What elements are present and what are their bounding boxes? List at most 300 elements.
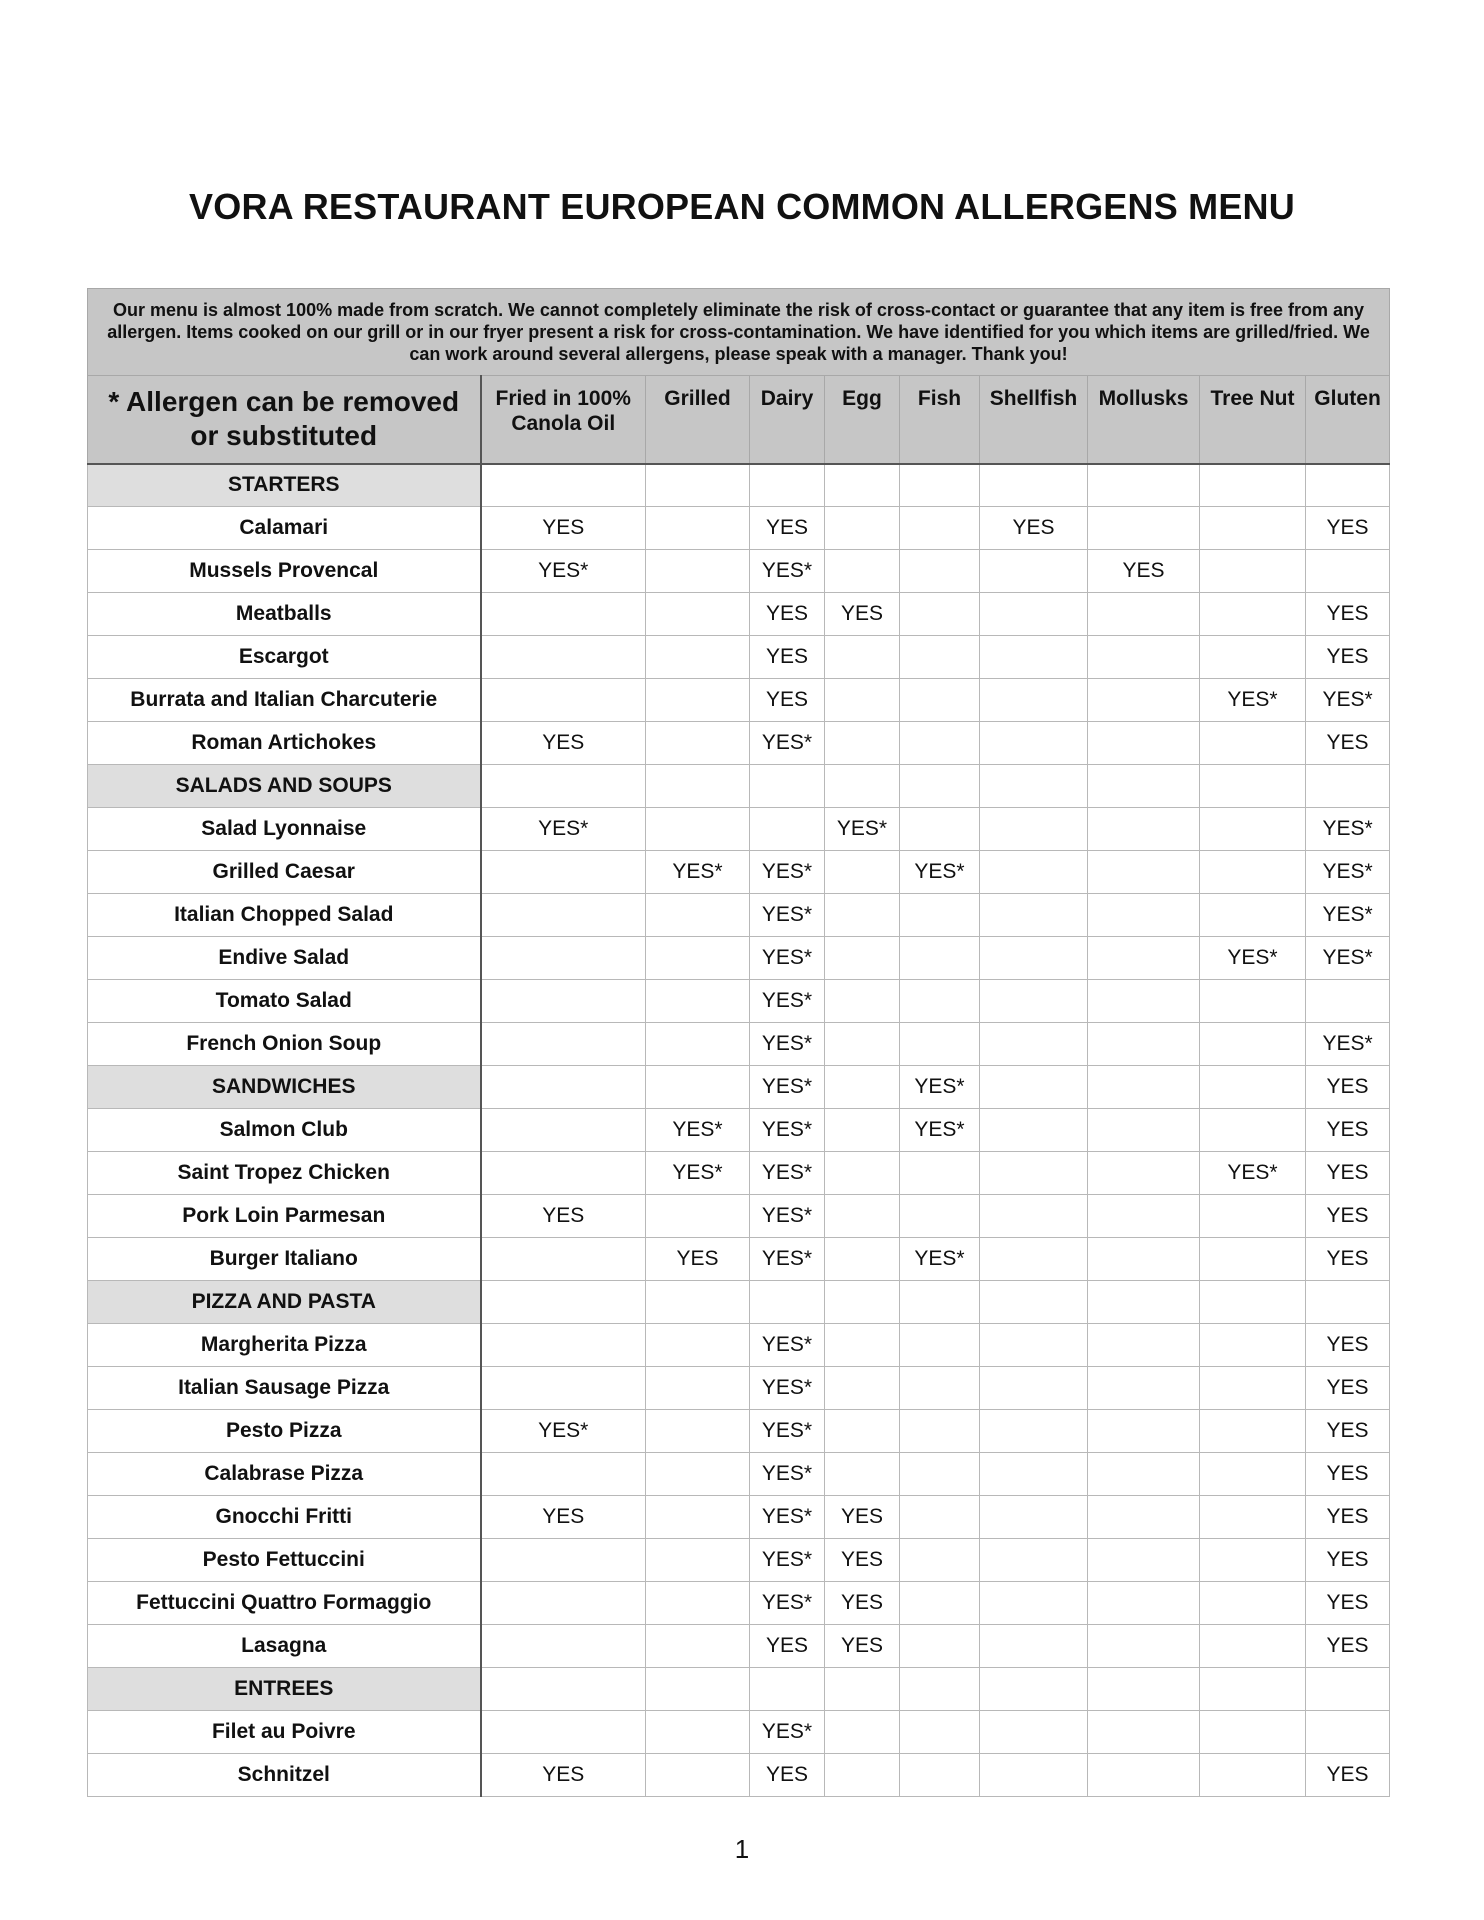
allergen-cell [1306, 765, 1390, 808]
allergen-cell [900, 1023, 980, 1066]
allergen-cell [646, 1711, 750, 1754]
table-row [88, 1023, 1390, 1066]
allergen-cell: YES [750, 679, 825, 722]
column-header [481, 376, 646, 464]
table-row [88, 507, 1390, 550]
allergen-cell [1200, 1324, 1306, 1367]
allergen-cell: YES [1306, 1152, 1390, 1195]
allergen-cell [1088, 464, 1200, 507]
allergen-cell [825, 1367, 900, 1410]
allergen-cell: YES [750, 636, 825, 679]
allergen-cell: YES [825, 1496, 900, 1539]
menu-item-name: Meatballs [88, 593, 481, 636]
section-name: ENTREES [88, 1668, 481, 1711]
allergen-cell [825, 550, 900, 593]
allergen-cell [646, 550, 750, 593]
table-row [88, 1238, 1390, 1281]
column-header-line-1: Fish [917, 387, 962, 410]
menu-item-name: Grilled Caesar [88, 851, 481, 894]
allergen-cell [1200, 1539, 1306, 1582]
allergen-cell: YES* [750, 1195, 825, 1238]
legend-header [88, 376, 481, 464]
allergen-cell [1306, 1668, 1390, 1711]
allergen-cell [1088, 1711, 1200, 1754]
menu-item-name: Burrata and Italian Charcuterie [88, 679, 481, 722]
allergen-cell [646, 894, 750, 937]
allergen-cell: YES* [750, 1711, 825, 1754]
allergen-cell [980, 1539, 1088, 1582]
allergen-cell [900, 1754, 980, 1797]
allergen-cell [900, 636, 980, 679]
allergen-cell [900, 765, 980, 808]
allergen-cell [1200, 1066, 1306, 1109]
allergen-cell [980, 636, 1088, 679]
allergen-cell [1088, 980, 1200, 1023]
allergen-cell: YES [1306, 1496, 1390, 1539]
menu-item-name: Pesto Fettuccini [88, 1539, 481, 1582]
allergen-cell: YES [1306, 1453, 1390, 1496]
menu-item-name: Tomato Salad [88, 980, 481, 1023]
table-row [88, 851, 1390, 894]
menu-item-name: Salad Lyonnaise [88, 808, 481, 851]
allergen-cell [750, 1281, 825, 1324]
allergen-cell: YES* [750, 1324, 825, 1367]
column-header-line-1: Mollusks [1098, 387, 1189, 410]
table-row [88, 550, 1390, 593]
allergen-notice: Our menu is almost 100% made from scratch. We cannot completely eliminate the risk of cross-contact or guarantee that any item is free from any allergen. Items cooked on our grill or in our fryer present a risk for cross-contamination. We have identified for you which items are grilled/fried. We can work around several allergens, please speak with a manager. Thank you! [88, 289, 1390, 376]
table-row [88, 593, 1390, 636]
allergen-cell [980, 1668, 1088, 1711]
legend-line-2: or substituted [190, 420, 378, 452]
allergen-cell: YES [1306, 1539, 1390, 1582]
allergen-cell: YES* [646, 851, 750, 894]
allergen-cell [646, 636, 750, 679]
allergen-cell: YES [825, 1539, 900, 1582]
menu-item-name: Mussels Provencal [88, 550, 481, 593]
allergen-cell [1200, 1367, 1306, 1410]
allergen-cell [1088, 851, 1200, 894]
allergen-cell [825, 1281, 900, 1324]
column-header [1200, 376, 1306, 464]
allergen-cell: YES [1306, 722, 1390, 765]
allergen-cell [1200, 851, 1306, 894]
allergen-cell [646, 1625, 750, 1668]
allergen-cell [825, 1152, 900, 1195]
table-row [88, 937, 1390, 980]
allergen-cell [1200, 1582, 1306, 1625]
allergen-cell: YES [481, 1496, 646, 1539]
allergen-cell [481, 1109, 646, 1152]
allergen-cell: YES [1306, 1324, 1390, 1367]
allergen-cell: YES [1306, 636, 1390, 679]
allergen-cell: YES [481, 1195, 646, 1238]
allergen-cell [825, 1324, 900, 1367]
column-header-line-1: Tree Nut [1210, 387, 1295, 410]
allergen-cell [825, 765, 900, 808]
allergen-cell [900, 722, 980, 765]
allergen-cell [900, 1539, 980, 1582]
menu-item-name: Margherita Pizza [88, 1324, 481, 1367]
allergen-cell [825, 464, 900, 507]
allergen-cell: YES [750, 1754, 825, 1797]
allergen-cell [1200, 1625, 1306, 1668]
allergen-cell [646, 1754, 750, 1797]
allergen-cell: YES [750, 507, 825, 550]
allergen-cell: YES [750, 1625, 825, 1668]
allergen-cell [980, 1238, 1088, 1281]
allergen-cell [825, 722, 900, 765]
allergen-cell: YES* [825, 808, 900, 851]
allergen-cell [900, 1195, 980, 1238]
column-header [980, 376, 1088, 464]
allergen-cell [646, 593, 750, 636]
allergen-cell [481, 1238, 646, 1281]
section-name: SALADS AND SOUPS [88, 765, 481, 808]
allergen-cell [1306, 980, 1390, 1023]
allergen-cell: YES [481, 722, 646, 765]
allergen-cell [481, 1453, 646, 1496]
allergen-cell [481, 1367, 646, 1410]
allergen-cell [980, 1152, 1088, 1195]
allergen-cell [825, 1023, 900, 1066]
allergen-cell [1200, 1410, 1306, 1453]
allergen-cell [825, 1238, 900, 1281]
allergen-cell [1088, 1539, 1200, 1582]
allergen-cell [481, 894, 646, 937]
allergen-cell [825, 1410, 900, 1453]
allergen-cell: YES [1306, 507, 1390, 550]
allergen-cell [900, 808, 980, 851]
allergen-cell: YES [481, 1754, 646, 1797]
allergen-cell [1088, 1281, 1200, 1324]
table-row [88, 722, 1390, 765]
allergen-cell [900, 1324, 980, 1367]
allergen-table [87, 288, 1390, 1797]
allergen-cell [900, 507, 980, 550]
allergen-cell [900, 937, 980, 980]
allergen-cell [1088, 1453, 1200, 1496]
allergen-cell [1088, 1152, 1200, 1195]
allergen-cell [1088, 1625, 1200, 1668]
allergen-cell [1200, 1238, 1306, 1281]
allergen-cell: YES* [750, 1539, 825, 1582]
allergen-cell [1200, 980, 1306, 1023]
allergen-cell [481, 1066, 646, 1109]
column-header-line-1: Grilled [664, 387, 731, 410]
allergen-cell [980, 894, 1088, 937]
allergen-cell [900, 894, 980, 937]
allergen-cell [1088, 1367, 1200, 1410]
allergen-cell: YES* [1306, 679, 1390, 722]
allergen-cell [1088, 765, 1200, 808]
allergen-cell [1088, 1109, 1200, 1152]
allergen-cell [980, 1754, 1088, 1797]
allergen-cell: YES [825, 593, 900, 636]
allergen-cell [481, 765, 646, 808]
allergen-cell [1306, 1281, 1390, 1324]
menu-item-name: Roman Artichokes [88, 722, 481, 765]
menu-item-name: Pesto Pizza [88, 1410, 481, 1453]
page-number: 1 [734, 1834, 750, 1864]
allergen-cell [900, 1582, 980, 1625]
allergen-cell: YES* [1200, 679, 1306, 722]
table-row [88, 894, 1390, 937]
notice-row [88, 289, 1390, 376]
menu-item-name: Italian Chopped Salad [88, 894, 481, 937]
allergen-cell: YES* [750, 1152, 825, 1195]
allergen-cell [646, 464, 750, 507]
allergen-cell [980, 1324, 1088, 1367]
menu-item-name: Schnitzel [88, 1754, 481, 1797]
allergen-cell: YES* [1306, 937, 1390, 980]
allergen-cell [1088, 679, 1200, 722]
allergen-cell [1200, 1281, 1306, 1324]
allergen-cell: YES* [1306, 808, 1390, 851]
menu-item-name: Burger Italiano [88, 1238, 481, 1281]
allergen-cell: YES* [1200, 937, 1306, 980]
menu-item-name: Italian Sausage Pizza [88, 1367, 481, 1410]
table-row [88, 1496, 1390, 1539]
menu-item-name: Escargot [88, 636, 481, 679]
allergen-cell [825, 851, 900, 894]
table-row [88, 1324, 1390, 1367]
allergen-cell: YES [1306, 593, 1390, 636]
allergen-cell: YES* [900, 1066, 980, 1109]
section-row [88, 464, 1390, 507]
allergen-cell [900, 1152, 980, 1195]
allergen-cell [481, 1152, 646, 1195]
allergen-cell: YES [1306, 1195, 1390, 1238]
menu-item-name: Endive Salad [88, 937, 481, 980]
allergen-cell [646, 1496, 750, 1539]
allergen-cell [825, 894, 900, 937]
allergen-cell [646, 1410, 750, 1453]
allergen-cell [825, 1754, 900, 1797]
allergen-cell [481, 980, 646, 1023]
table-row [88, 636, 1390, 679]
allergen-cell [1088, 636, 1200, 679]
allergen-cell: YES* [750, 1410, 825, 1453]
table-row [88, 1625, 1390, 1668]
allergen-cell [1088, 1496, 1200, 1539]
allergen-cell [646, 1539, 750, 1582]
allergen-cell: YES [980, 507, 1088, 550]
column-header-line-1: Shellfish [989, 387, 1078, 410]
allergen-cell [980, 1582, 1088, 1625]
allergen-cell [750, 765, 825, 808]
allergen-cell: YES* [750, 1023, 825, 1066]
allergen-cell [980, 1625, 1088, 1668]
section-row [88, 1668, 1390, 1711]
allergen-cell [825, 1195, 900, 1238]
menu-item-name: Lasagna [88, 1625, 481, 1668]
allergen-cell [1088, 1066, 1200, 1109]
allergen-cell [481, 937, 646, 980]
allergen-cell [900, 1453, 980, 1496]
allergen-cell [1200, 550, 1306, 593]
allergen-cell [1200, 1711, 1306, 1754]
allergen-cell [1200, 507, 1306, 550]
column-header [1088, 376, 1200, 464]
allergen-cell [481, 1324, 646, 1367]
allergen-cell: YES [1306, 1625, 1390, 1668]
allergen-cell [1088, 1754, 1200, 1797]
allergen-cell [481, 636, 646, 679]
allergen-cell: YES [1306, 1582, 1390, 1625]
allergen-cell [481, 1023, 646, 1066]
allergen-cell: YES [825, 1625, 900, 1668]
allergen-cell [1200, 765, 1306, 808]
allergen-cell [1088, 1668, 1200, 1711]
menu-item-name: Calabrase Pizza [88, 1453, 481, 1496]
allergen-cell: YES* [646, 1109, 750, 1152]
menu-item-name: Saint Tropez Chicken [88, 1152, 481, 1195]
allergen-cell [1088, 894, 1200, 937]
allergen-cell: YES* [750, 1238, 825, 1281]
allergen-cell [900, 1668, 980, 1711]
allergen-cell [980, 464, 1088, 507]
allergen-cell [980, 1066, 1088, 1109]
allergen-cell: YES* [1306, 851, 1390, 894]
allergen-cell [481, 1539, 646, 1582]
allergen-cell [980, 679, 1088, 722]
allergen-cell: YES* [750, 550, 825, 593]
allergen-cell [1088, 808, 1200, 851]
table-row [88, 1195, 1390, 1238]
allergen-cell [1088, 1410, 1200, 1453]
allergen-cell [1088, 937, 1200, 980]
column-header [646, 376, 750, 464]
allergen-cell [900, 464, 980, 507]
allergen-cell [481, 1582, 646, 1625]
allergen-cell [481, 593, 646, 636]
allergen-cell [481, 679, 646, 722]
menu-item-name: Fettuccini Quattro Formaggio [88, 1582, 481, 1625]
allergen-cell [1088, 1238, 1200, 1281]
allergen-cell [1200, 1668, 1306, 1711]
allergen-cell: YES [750, 593, 825, 636]
allergen-cell [1200, 808, 1306, 851]
allergen-cell [900, 550, 980, 593]
allergen-cell [900, 980, 980, 1023]
allergen-cell [1200, 593, 1306, 636]
allergen-cell [1200, 894, 1306, 937]
table-row [88, 1367, 1390, 1410]
allergen-cell [646, 808, 750, 851]
allergen-cell [646, 1582, 750, 1625]
allergen-cell [1306, 1711, 1390, 1754]
allergen-cell [750, 808, 825, 851]
menu-item-name: Gnocchi Fritti [88, 1496, 481, 1539]
table-body [88, 464, 1390, 1797]
allergen-cell [646, 765, 750, 808]
menu-item-name: Filet au Poivre [88, 1711, 481, 1754]
section-name: STARTERS [88, 464, 481, 507]
allergen-cell: YES* [481, 550, 646, 593]
column-header [825, 376, 900, 464]
column-header-line-2: Canola Oil [511, 412, 616, 435]
allergen-cell [1306, 464, 1390, 507]
allergen-cell [980, 1453, 1088, 1496]
allergen-cell [1200, 722, 1306, 765]
allergen-cell [825, 1668, 900, 1711]
allergen-cell [1200, 1109, 1306, 1152]
allergen-cell [980, 980, 1088, 1023]
allergen-cell: YES [1306, 1109, 1390, 1152]
allergen-cell [1088, 1023, 1200, 1066]
allergen-cell [646, 937, 750, 980]
allergen-cell [980, 550, 1088, 593]
allergen-cell: YES [646, 1238, 750, 1281]
legend-line-1: * Allergen can be removed [108, 386, 460, 418]
allergen-cell [481, 1668, 646, 1711]
column-header-line-1: Dairy [760, 387, 814, 410]
allergen-cell [646, 1367, 750, 1410]
column-header [750, 376, 825, 464]
table-row [88, 1582, 1390, 1625]
allergen-cell [646, 1195, 750, 1238]
table-row [88, 1453, 1390, 1496]
allergen-cell [481, 464, 646, 507]
allergen-cell [980, 1109, 1088, 1152]
allergen-cell: YES* [750, 1367, 825, 1410]
allergen-cell: YES* [900, 851, 980, 894]
column-header [900, 376, 980, 464]
allergen-cell [980, 1195, 1088, 1238]
allergen-cell [646, 1668, 750, 1711]
allergen-cell [481, 1281, 646, 1324]
allergen-cell [825, 1109, 900, 1152]
column-header-line-1: Egg [842, 387, 882, 410]
allergen-cell: YES* [750, 1496, 825, 1539]
allergen-cell: YES* [481, 1410, 646, 1453]
allergen-cell: YES* [750, 1582, 825, 1625]
allergen-cell [980, 593, 1088, 636]
page-title: VORA RESTAURANT EUROPEAN COMMON ALLERGENS MENU [189, 186, 1295, 227]
allergen-cell: YES* [481, 808, 646, 851]
table-row [88, 1410, 1390, 1453]
allergen-cell: YES [1306, 1410, 1390, 1453]
table-row [88, 679, 1390, 722]
column-header [1306, 376, 1390, 464]
allergen-cell: YES* [900, 1109, 980, 1152]
section-row [88, 1066, 1390, 1109]
allergen-cell: YES [481, 507, 646, 550]
column-header-line-1: Fried in 100% [495, 387, 631, 410]
column-header-row [88, 376, 1390, 464]
allergen-cell: YES* [750, 851, 825, 894]
allergen-cell: YES* [750, 1109, 825, 1152]
allergen-cell [900, 1367, 980, 1410]
allergen-cell: YES* [900, 1238, 980, 1281]
allergen-cell: YES* [750, 1453, 825, 1496]
allergen-cell [1200, 1453, 1306, 1496]
table-row [88, 980, 1390, 1023]
section-row [88, 765, 1390, 808]
allergen-cell: YES [1306, 1238, 1390, 1281]
allergen-cell [980, 937, 1088, 980]
allergen-cell: YES [1306, 1367, 1390, 1410]
allergen-cell [980, 1281, 1088, 1324]
allergen-cell: YES* [750, 980, 825, 1023]
allergen-cell [900, 593, 980, 636]
allergen-cell: YES* [750, 722, 825, 765]
allergen-cell [980, 1496, 1088, 1539]
allergen-cell [825, 980, 900, 1023]
allergen-cell [1088, 593, 1200, 636]
allergen-cell: YES [1306, 1066, 1390, 1109]
allergen-cell [1200, 1754, 1306, 1797]
